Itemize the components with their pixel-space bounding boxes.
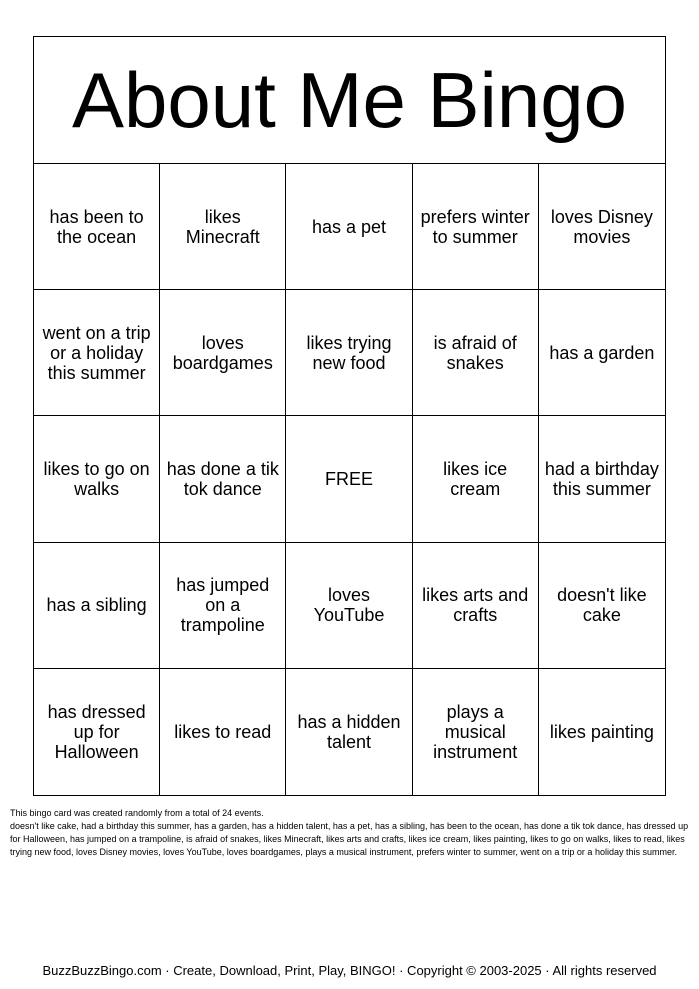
bingo-cell: plays a musical instrument (413, 669, 539, 795)
footer-text: BuzzBuzzBingo.com · Create, Download, Print, Play, BINGO! · Copyright © 2003-2025 · All rights reserved (42, 963, 657, 978)
bingo-cell: has a pet (286, 164, 412, 290)
bingo-cell: likes Minecraft (160, 164, 286, 290)
bingo-cell: has a sibling (34, 543, 160, 669)
bingo-cell: prefers winter to summer (413, 164, 539, 290)
info-events-list: doesn't like cake, had a birthday this summer, has a garden, has a hidden talent, has a pet, has a sibling, has been to the ocean, has done a tik tok dance, has dressed up for Halloween, has jumped on a trampoline, is afraid of snakes, likes Minecraft, likes arts and crafts, likes ice cream, likes painting, likes to go on walks, likes to read, likes trying new food, loves Disney movies, loves YouTube, loves boardgames, plays a musical instrument, prefers winter to summer, went on a trip or a holiday this summer. (10, 821, 689, 857)
bingo-cell: is afraid of snakes (413, 290, 539, 416)
bingo-cell: likes trying new food (286, 290, 412, 416)
bingo-cell: loves boardgames (160, 290, 286, 416)
bingo-cell: has done a tik tok dance (160, 416, 286, 542)
bingo-cell: loves Disney movies (539, 164, 665, 290)
info-summary: This bingo card was created randomly from a total of 24 events. (10, 808, 264, 818)
bingo-cell: has a garden (539, 290, 665, 416)
bingo-card (33, 36, 666, 796)
bingo-cell: has been to the ocean (34, 164, 160, 290)
bingo-grid (34, 164, 665, 795)
bingo-cell: went on a trip or a holiday this summer (34, 290, 160, 416)
bingo-free-cell: FREE (286, 416, 412, 542)
bingo-cell: likes arts and crafts (413, 543, 539, 669)
bingo-cell: likes ice cream (413, 416, 539, 542)
bingo-cell: likes painting (549, 721, 654, 742)
bingo-cell: has jumped on a trampoline (160, 543, 286, 669)
bingo-cell: likes to go on walks (34, 416, 160, 542)
bingo-cell: has a hidden talent (286, 669, 412, 795)
card-info (10, 807, 690, 859)
bingo-cell: doesn't like cake (539, 543, 665, 669)
card-title: About Me Bingo (34, 37, 665, 164)
bingo-cell: had a birthday this summer (539, 416, 665, 542)
bingo-cell: loves YouTube (286, 543, 412, 669)
bingo-cell: likes to read (160, 669, 286, 795)
bingo-cell: has dressed up for Halloween (34, 669, 160, 795)
